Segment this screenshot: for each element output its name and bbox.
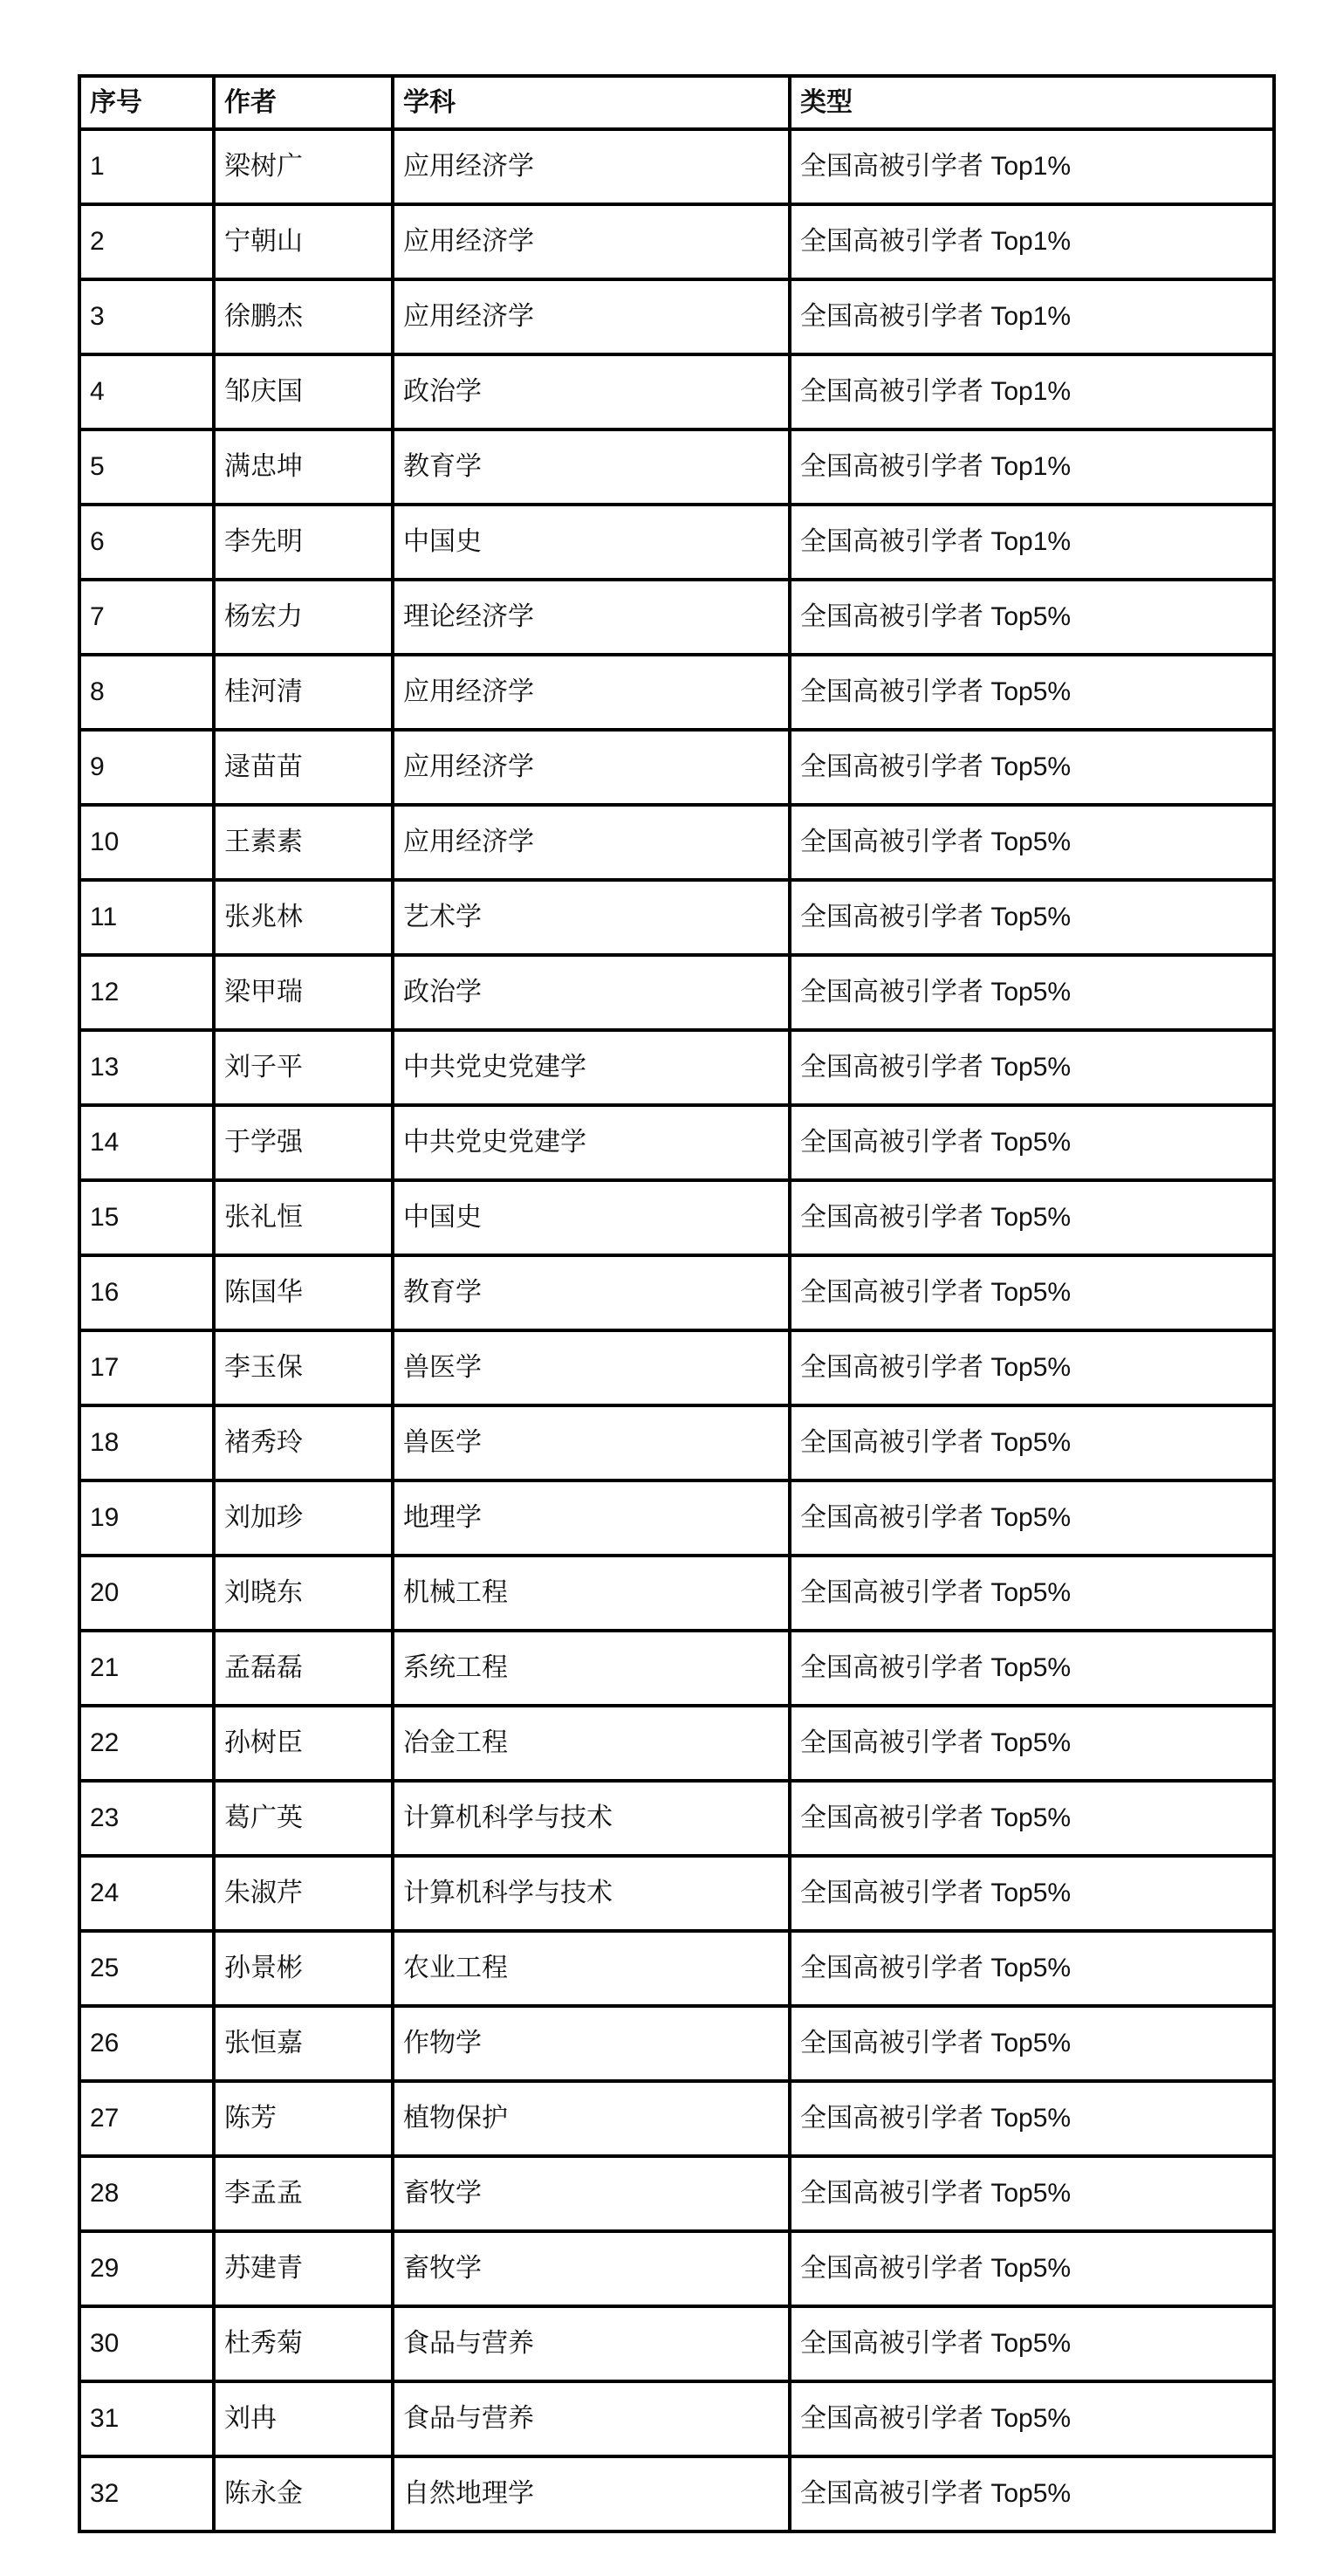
table-row	[79, 1480, 1274, 1556]
author-cell: 孟磊磊	[214, 1631, 393, 1706]
author-cell: 刘加珍	[214, 1480, 393, 1556]
author-cell: 杜秀菊	[214, 2306, 393, 2381]
author-cell: 孙树臣	[214, 1706, 393, 1781]
table-row	[79, 580, 1274, 655]
table-row	[79, 1180, 1274, 1255]
type-cell: 全国高被引学者 Top5%	[790, 1105, 1274, 1180]
author-cell: 刘子平	[214, 1030, 393, 1105]
row-number-cell: 12	[79, 955, 214, 1030]
table-row	[79, 1781, 1274, 1856]
type-cell: 全国高被引学者 Top5%	[790, 1781, 1274, 1856]
discipline-cell: 应用经济学	[393, 655, 790, 730]
header-cell-type: 类型	[790, 76, 1274, 129]
table-row	[79, 1931, 1274, 2006]
type-cell: 全国高被引学者 Top1%	[790, 279, 1274, 354]
row-number-cell: 21	[79, 1631, 214, 1706]
row-number-cell: 6	[79, 505, 214, 580]
author-cell: 邹庆国	[214, 354, 393, 429]
table-row	[79, 730, 1274, 805]
type-cell: 全国高被引学者 Top5%	[790, 730, 1274, 805]
table-row	[79, 2456, 1274, 2531]
type-cell: 全国高被引学者 Top5%	[790, 1706, 1274, 1781]
table-row	[79, 2306, 1274, 2381]
type-cell: 全国高被引学者 Top5%	[790, 2306, 1274, 2381]
author-cell: 李孟孟	[214, 2156, 393, 2231]
discipline-cell: 应用经济学	[393, 129, 790, 204]
type-cell: 全国高被引学者 Top1%	[790, 354, 1274, 429]
discipline-cell: 兽医学	[393, 1330, 790, 1405]
author-cell: 宁朝山	[214, 204, 393, 279]
row-number-cell: 7	[79, 580, 214, 655]
table-header	[79, 76, 1274, 129]
type-cell: 全国高被引学者 Top1%	[790, 505, 1274, 580]
table-row	[79, 1631, 1274, 1706]
discipline-cell: 畜牧学	[393, 2231, 790, 2306]
author-cell: 陈永金	[214, 2456, 393, 2531]
author-cell: 于学强	[214, 1105, 393, 1180]
discipline-cell: 政治学	[393, 955, 790, 1030]
row-number-cell: 32	[79, 2456, 214, 2531]
type-cell: 全国高被引学者 Top5%	[790, 880, 1274, 955]
table-row	[79, 204, 1274, 279]
table-row	[79, 279, 1274, 354]
author-cell: 王素素	[214, 805, 393, 880]
type-cell: 全国高被引学者 Top5%	[790, 1931, 1274, 2006]
type-cell: 全国高被引学者 Top5%	[790, 1556, 1274, 1631]
author-cell: 张礼恒	[214, 1180, 393, 1255]
author-cell: 苏建青	[214, 2231, 393, 2306]
discipline-cell: 机械工程	[393, 1556, 790, 1631]
author-cell: 陈芳	[214, 2081, 393, 2156]
author-cell: 葛广英	[214, 1781, 393, 1856]
discipline-cell: 冶金工程	[393, 1706, 790, 1781]
type-cell: 全国高被引学者 Top1%	[790, 129, 1274, 204]
discipline-cell: 食品与营养	[393, 2381, 790, 2456]
type-cell: 全国高被引学者 Top5%	[790, 2006, 1274, 2081]
row-number-cell: 23	[79, 1781, 214, 1856]
header-cell-number: 序号	[79, 76, 214, 129]
discipline-cell: 兽医学	[393, 1405, 790, 1480]
table-row	[79, 1405, 1274, 1480]
discipline-cell: 中国史	[393, 1180, 790, 1255]
row-number-cell: 20	[79, 1556, 214, 1631]
row-number-cell: 27	[79, 2081, 214, 2156]
type-cell: 全国高被引学者 Top5%	[790, 655, 1274, 730]
author-cell: 朱淑芹	[214, 1856, 393, 1931]
author-cell: 张恒嘉	[214, 2006, 393, 2081]
discipline-cell: 植物保护	[393, 2081, 790, 2156]
discipline-cell: 应用经济学	[393, 805, 790, 880]
row-number-cell: 26	[79, 2006, 214, 2081]
row-number-cell: 25	[79, 1931, 214, 2006]
discipline-cell: 计算机科学与技术	[393, 1781, 790, 1856]
discipline-cell: 地理学	[393, 1480, 790, 1556]
row-number-cell: 9	[79, 730, 214, 805]
header-cell-author: 作者	[214, 76, 393, 129]
table-row	[79, 1105, 1274, 1180]
header-cell-discipline: 学科	[393, 76, 790, 129]
discipline-cell: 计算机科学与技术	[393, 1856, 790, 1931]
discipline-cell: 应用经济学	[393, 730, 790, 805]
row-number-cell: 14	[79, 1105, 214, 1180]
row-number-cell: 10	[79, 805, 214, 880]
table-row	[79, 2006, 1274, 2081]
row-number-cell: 15	[79, 1180, 214, 1255]
author-cell: 刘冉	[214, 2381, 393, 2456]
row-number-cell: 8	[79, 655, 214, 730]
table-row	[79, 1706, 1274, 1781]
type-cell: 全国高被引学者 Top5%	[790, 1480, 1274, 1556]
row-number-cell: 18	[79, 1405, 214, 1480]
table-row	[79, 505, 1274, 580]
table-row	[79, 1030, 1274, 1105]
row-number-cell: 16	[79, 1255, 214, 1330]
author-cell: 逯苗苗	[214, 730, 393, 805]
author-cell: 李先明	[214, 505, 393, 580]
row-number-cell: 13	[79, 1030, 214, 1105]
table-row	[79, 429, 1274, 505]
row-number-cell: 19	[79, 1480, 214, 1556]
discipline-cell: 畜牧学	[393, 2156, 790, 2231]
author-cell: 李玉保	[214, 1330, 393, 1405]
type-cell: 全国高被引学者 Top5%	[790, 2381, 1274, 2456]
table-row	[79, 1556, 1274, 1631]
discipline-cell: 作物学	[393, 2006, 790, 2081]
table-row	[79, 2156, 1274, 2231]
table-row	[79, 955, 1274, 1030]
author-cell: 刘晓东	[214, 1556, 393, 1631]
type-cell: 全国高被引学者 Top5%	[790, 1255, 1274, 1330]
table-row	[79, 1856, 1274, 1931]
type-cell: 全国高被引学者 Top5%	[790, 2081, 1274, 2156]
table-body	[79, 129, 1274, 2531]
table-row	[79, 2081, 1274, 2156]
type-cell: 全国高被引学者 Top5%	[790, 955, 1274, 1030]
row-number-cell: 11	[79, 880, 214, 955]
row-number-cell: 5	[79, 429, 214, 505]
type-cell: 全国高被引学者 Top5%	[790, 2231, 1274, 2306]
type-cell: 全国高被引学者 Top1%	[790, 429, 1274, 505]
discipline-cell: 中共党史党建学	[393, 1030, 790, 1105]
author-cell: 褚秀玲	[214, 1405, 393, 1480]
type-cell: 全国高被引学者 Top5%	[790, 1180, 1274, 1255]
table-row	[79, 354, 1274, 429]
author-cell: 张兆林	[214, 880, 393, 955]
type-cell: 全国高被引学者 Top5%	[790, 1330, 1274, 1405]
author-cell: 梁树广	[214, 129, 393, 204]
discipline-cell: 理论经济学	[393, 580, 790, 655]
type-cell: 全国高被引学者 Top5%	[790, 1030, 1274, 1105]
row-number-cell: 22	[79, 1706, 214, 1781]
type-cell: 全国高被引学者 Top5%	[790, 1856, 1274, 1931]
author-cell: 桂河清	[214, 655, 393, 730]
discipline-cell: 应用经济学	[393, 204, 790, 279]
row-number-cell: 4	[79, 354, 214, 429]
table-row	[79, 1255, 1274, 1330]
type-cell: 全国高被引学者 Top5%	[790, 2456, 1274, 2531]
row-number-cell: 24	[79, 1856, 214, 1931]
discipline-cell: 教育学	[393, 429, 790, 505]
discipline-cell: 农业工程	[393, 1931, 790, 2006]
row-number-cell: 30	[79, 2306, 214, 2381]
header-row	[79, 76, 1274, 129]
type-cell: 全国高被引学者 Top5%	[790, 1405, 1274, 1480]
author-cell: 徐鹏杰	[214, 279, 393, 354]
type-cell: 全国高被引学者 Top5%	[790, 580, 1274, 655]
scholars-table	[78, 74, 1276, 2533]
discipline-cell: 艺术学	[393, 880, 790, 955]
table-row	[79, 655, 1274, 730]
discipline-cell: 应用经济学	[393, 279, 790, 354]
discipline-cell: 食品与营养	[393, 2306, 790, 2381]
row-number-cell: 1	[79, 129, 214, 204]
author-cell: 孙景彬	[214, 1931, 393, 2006]
author-cell: 陈国华	[214, 1255, 393, 1330]
type-cell: 全国高被引学者 Top5%	[790, 805, 1274, 880]
row-number-cell: 2	[79, 204, 214, 279]
discipline-cell: 中国史	[393, 505, 790, 580]
discipline-cell: 教育学	[393, 1255, 790, 1330]
table-row	[79, 129, 1274, 204]
author-cell: 满忠坤	[214, 429, 393, 505]
table-row	[79, 880, 1274, 955]
type-cell: 全国高被引学者 Top1%	[790, 204, 1274, 279]
author-cell: 梁甲瑞	[214, 955, 393, 1030]
table-row	[79, 2381, 1274, 2456]
row-number-cell: 28	[79, 2156, 214, 2231]
row-number-cell: 3	[79, 279, 214, 354]
author-cell: 杨宏力	[214, 580, 393, 655]
table-row	[79, 1330, 1274, 1405]
discipline-cell: 自然地理学	[393, 2456, 790, 2531]
row-number-cell: 17	[79, 1330, 214, 1405]
table-row	[79, 2231, 1274, 2306]
discipline-cell: 政治学	[393, 354, 790, 429]
row-number-cell: 31	[79, 2381, 214, 2456]
table-row	[79, 805, 1274, 880]
type-cell: 全国高被引学者 Top5%	[790, 2156, 1274, 2231]
discipline-cell: 系统工程	[393, 1631, 790, 1706]
discipline-cell: 中共党史党建学	[393, 1105, 790, 1180]
type-cell: 全国高被引学者 Top5%	[790, 1631, 1274, 1706]
row-number-cell: 29	[79, 2231, 214, 2306]
